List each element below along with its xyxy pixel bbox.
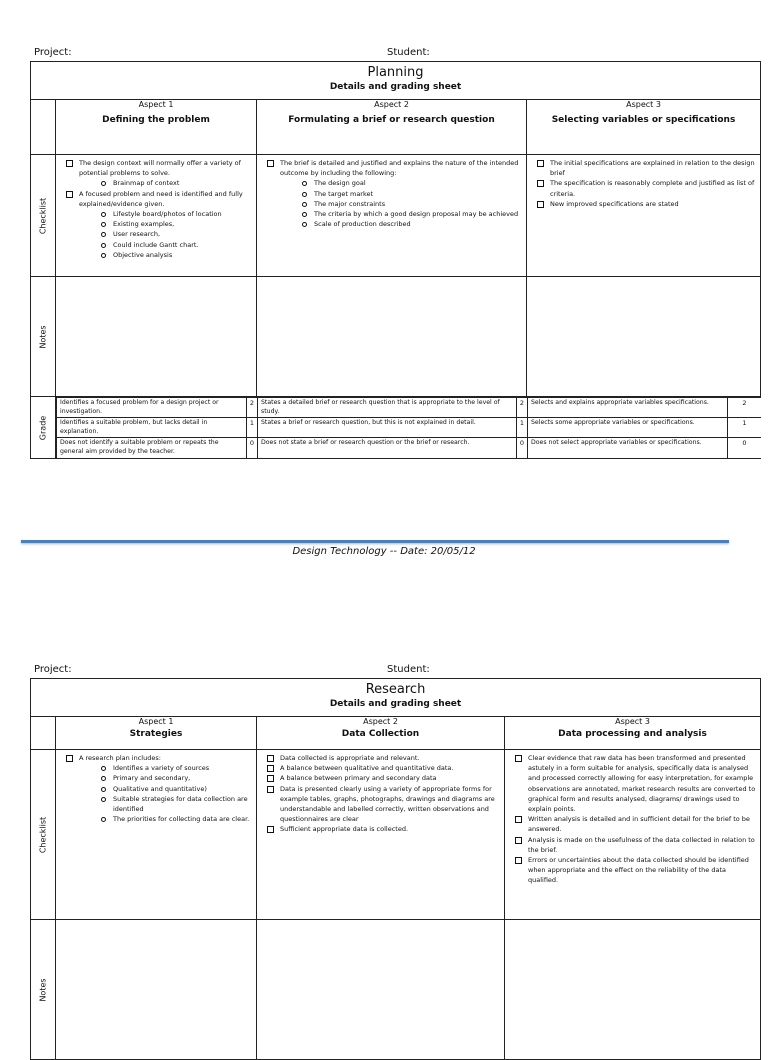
grade-descriptor: States a brief or research question, but this is not explained in detail. [258, 418, 517, 438]
checklist-item-text: The design context will normally offer a variety of potential problems to solve. [79, 159, 241, 178]
checklist-item [537, 178, 756, 198]
checklist-row-label: Checklist [31, 155, 56, 277]
checklist-item-text: A research plan includes: [79, 754, 161, 762]
aspect-title: Data processing and analysis [558, 729, 707, 739]
grade-score: 0 [728, 438, 761, 458]
aspect-label: Aspect 3 [626, 100, 661, 109]
planning-title-cell [31, 62, 761, 100]
page-separator [21, 540, 729, 543]
checklist-subitem: Primary and secondary, [101, 773, 252, 783]
aspect-label: Aspect 2 [374, 100, 409, 109]
aspect-header [257, 100, 527, 155]
sheet-subtitle: Details and grading sheet [329, 699, 462, 709]
aspect-header [505, 717, 761, 750]
grade-score: 1 [517, 418, 528, 438]
aspect-label: Aspect 1 [138, 100, 174, 109]
grade-descriptor: Identifies a focused problem for a design project or investigation. [57, 398, 247, 418]
checklist-subitem: Existing examples, [101, 219, 252, 229]
checklist-item [515, 855, 756, 886]
grade-score: 0 [517, 438, 528, 458]
checklist-subitem: Suitable strategies for data collection are identified [101, 794, 252, 814]
planning-header [34, 47, 430, 58]
grade-score: 1 [247, 418, 258, 438]
checklist-item [66, 189, 252, 260]
checklist-item [66, 753, 252, 824]
checklist-subitem: The target market [302, 189, 522, 199]
grade-score: 2 [517, 398, 528, 418]
checklist-item-text: The specification is reasonably complete and justified as list of criteria. [550, 179, 755, 198]
checklist-item [267, 753, 500, 763]
checklist-item [267, 773, 500, 783]
checklist-item [267, 158, 522, 229]
checklist-item-text: New improved specifications are stated [550, 199, 679, 208]
grade-score: 2 [247, 398, 258, 418]
checklist-subitem: Lifestyle board/photos of location [101, 209, 252, 219]
checklist-item-text: Written analysis is detailed and in sufficient detail for the brief to be answered. [528, 815, 750, 834]
checklist-subitem: The priorities for collecting data are clear. [101, 814, 252, 824]
checklist-item-text: A balance between qualitative and quantitative data. [280, 764, 454, 773]
notes-cell[interactable] [505, 920, 761, 1060]
checklist-subitem: Qualitative and quantitative) [101, 784, 252, 794]
aspect-label: Aspect 2 [363, 717, 398, 726]
project-label: Project: [34, 47, 72, 58]
aspect-header [56, 717, 257, 750]
checklist-cell [56, 750, 257, 920]
checklist-sublist [79, 209, 252, 260]
sheet-title: Research [365, 682, 426, 697]
grade-descriptor: Does not identify a suitable problem or repeats the general aim provided by the teacher. [57, 438, 247, 458]
checklist-cell [56, 155, 257, 277]
checklist-subitem: The criteria by which a good design proposal may be achieved [302, 209, 522, 219]
checklist-item-text: The initial specifications are explained in relation to the design brief [550, 159, 755, 178]
checklist-item [267, 763, 500, 773]
checklist-subitem: Could include Gantt chart. [101, 240, 252, 250]
aspect-header [56, 100, 257, 155]
notes-row-label: Notes [31, 277, 56, 397]
research-header [34, 664, 430, 675]
grade-row-label: Grade [31, 397, 56, 459]
notes-cell[interactable] [56, 277, 257, 397]
grade-descriptor: Identifies a suitable problem, but lacks detail in explanation. [57, 418, 247, 438]
grade-descriptor: States a detailed brief or research question that is appropriate to the level of study. [258, 398, 517, 418]
checklist-cell [257, 155, 527, 277]
checklist-subitem: The major constraints [302, 199, 522, 209]
checklist-cell [257, 750, 505, 920]
notes-cell[interactable] [257, 920, 505, 1060]
aspect-label: Aspect 1 [138, 717, 174, 726]
aspect-label: Aspect 3 [615, 717, 650, 726]
checklist-item [515, 835, 756, 855]
student-label: Student: [387, 664, 430, 675]
checklist-item [515, 814, 756, 834]
checklist-item-text: Sufficient appropriate data is collected. [280, 825, 409, 834]
checklist-subitem: Objective analysis [101, 250, 252, 260]
student-label: Student: [387, 47, 430, 58]
checklist-item-text: Clear evidence that raw data has been transformed and presented astutely in a form suitable for analysis, specifically data is analysed and processed correctly allowing for easy interpretation, for example observations are annotated, market research results are converted to graphical form and results analysed, diagrams/ drawings used to explain points. [528, 754, 756, 814]
checklist-sublist [79, 763, 252, 824]
checklist-subitem: Scale of production described [302, 219, 522, 229]
grade-score: 0 [247, 438, 258, 458]
checklist-sublist [280, 178, 522, 229]
aspect-title: Selecting variables or specifications [551, 115, 736, 125]
aspect-header [257, 717, 505, 750]
checklist-item-text: Errors or uncertainties about the data collected should be identified when appropriate and the effect on the reliability of the data qualified. [528, 856, 749, 885]
research-table [30, 678, 761, 1060]
checklist-item [515, 753, 756, 814]
aspect-title: Data Collection [341, 729, 420, 739]
aspect-title: Defining the problem [102, 115, 210, 125]
checklist-cell [527, 155, 761, 277]
notes-cell[interactable] [527, 277, 761, 397]
notes-cell[interactable] [257, 277, 527, 397]
grade-table [56, 397, 761, 459]
checklist-cell [505, 750, 761, 920]
planning-table [30, 61, 761, 459]
checklist-subitem: Brainmap of context [101, 178, 252, 188]
sheet-subtitle: Details and grading sheet [329, 82, 462, 92]
research-title-cell [31, 679, 761, 717]
checklist-item-text: Analysis is made on the usefulness of the data collected in relation to the brief. [528, 835, 755, 854]
checklist-subitem: The design goal [302, 178, 522, 188]
checklist-item [66, 158, 252, 189]
grade-descriptor: Does not state a brief or research question or the brief or research. [258, 438, 517, 458]
checklist-item-text: Data collected is appropriate and relevant. [280, 754, 420, 762]
checklist-subitem: Identifies a variety of sources [101, 763, 252, 773]
grade-descriptor: Does not select appropriate variables or specifications. [528, 438, 728, 458]
notes-row-label: Notes [31, 920, 56, 1060]
checklist-item [537, 199, 756, 209]
checklist-item-text: The brief is detailed and justified and explains the nature of the intended outcome by including the following: [280, 159, 519, 178]
checklist-row-label: Checklist [31, 750, 56, 920]
grade-row [57, 398, 761, 418]
sheet-title: Planning [367, 65, 424, 80]
grade-row [57, 418, 761, 438]
checklist-item-text: Data is presented clearly using a variety of appropriate forms for example tables, graphs, photographs, drawings and diagrams are understandable and labelled correctly, written observations and questionnaires are clear [280, 784, 495, 824]
checklist-item [267, 784, 500, 825]
aspect-title: Strategies [129, 729, 183, 739]
grade-descriptor: Selects some appropriate variables or specifications. [528, 418, 728, 438]
aspect-header [527, 100, 761, 155]
checklist-item [267, 824, 500, 834]
checklist-sublist [79, 178, 252, 188]
checklist-subitem: User research, [101, 229, 252, 239]
checklist-item-text: A focused problem and need is identified and fully explained/evidence given. [79, 189, 243, 208]
page-footer: Design Technology -- Date: 20/05/12 [292, 546, 476, 557]
checklist-item-text: A balance between primary and secondary data [280, 774, 437, 783]
notes-cell[interactable] [56, 920, 257, 1060]
grade-descriptor: Selects and explains appropriate variables specifications. [528, 398, 728, 418]
grade-score: 2 [728, 398, 761, 418]
grade-score: 1 [728, 418, 761, 438]
aspect-title: Formulating a brief or research question [288, 115, 495, 125]
checklist-item [537, 158, 756, 178]
grade-row [57, 438, 761, 458]
project-label: Project: [34, 664, 72, 675]
